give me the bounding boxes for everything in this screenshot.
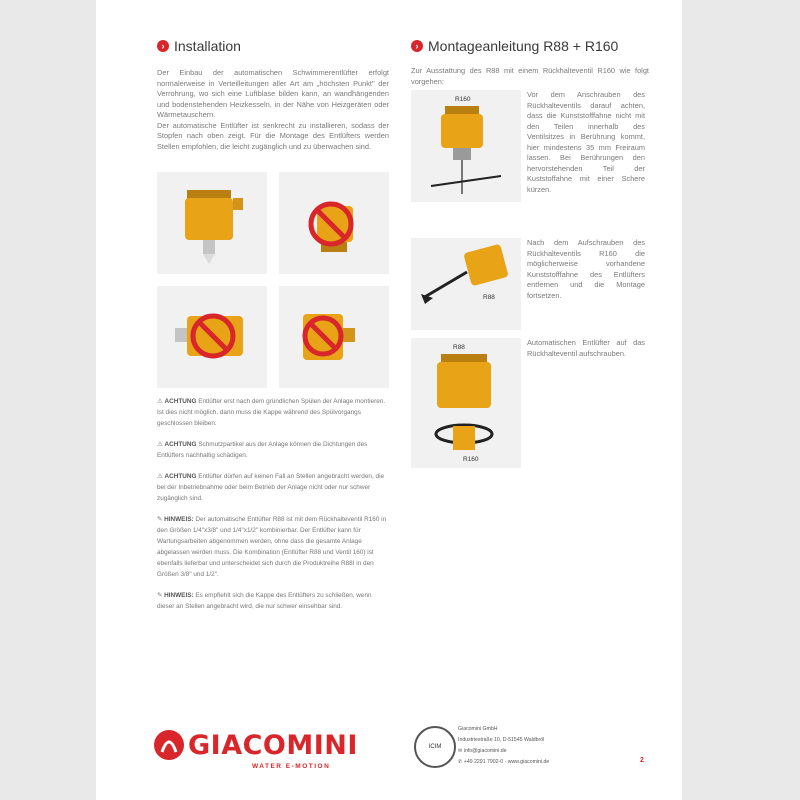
step1-image — [411, 90, 521, 202]
step3-text: Automatischen Entlüfter auf das Rückhalteventil aufschrauben. — [527, 338, 645, 358]
r160-label: R160 — [455, 96, 471, 103]
installation-intro: Der Einbau der automatischen Schwimmerentlüfter erfolgt normalerweise in Verteilleitungen aller Art am „höchsten Punkt" der Verrohrung, wo sich eine Luftblase bilden kann, an wandhängenden und bodenstehenden Heizkesseln, in der Nähe von Heizgeräten oder Wärmetauschern. Der automatische Entlüfter ist senkrecht zu installieren, sodass der Stopfen nach oben zeigt. Für die Montage des Entlüfters werden Stellen empfohlen, die leicht zugänglich und zu überwachen sind. — [157, 68, 389, 151]
brand-tagline: WATER E-MOTION — [252, 763, 331, 770]
assembly-section — [411, 36, 649, 87]
brand-name: GIACOMINI — [188, 730, 358, 761]
icim-certification-icon: ICIM — [414, 726, 456, 768]
page-number: 2 — [640, 757, 644, 764]
warning-icon: ⚠ — [157, 441, 165, 448]
valve-correct-image — [157, 172, 267, 274]
step2-text: Nach dem Aufschrauben des Rückhalteventils R160 die möglicherweise vorhandene Kunststofffahne des Entlüfters entfernen und die Montage fortsetzen. — [527, 238, 645, 300]
step3-image — [411, 338, 521, 468]
installation-image-grid — [157, 172, 389, 378]
chevron-right-icon: › — [157, 40, 169, 52]
warning-note-3: ⚠ ACHTUNG Entlüfter dürfen auf keinen Fall an Stellen angebracht werden, die bei der Inbetriebnahme oder beim Betrieb der Anlage nicht oder nur schwer zugänglich sind. — [157, 473, 385, 502]
hint-note-1: ✎ HINWEIS: Der automatische Entlüfter R88 ist mit dem Rückhalteventil R160 in den Größen 1/4"x3/8" und 1/4"x1/2" kombinierbar. Der Entlüfter kann für Wartungsarbeiten abgenommen werden, ohne dass die gesamte Anlage abgelassen werden muss. Die Kombination (Entlüfter R88 und Ventil 160) ist ebenfalls lieferbar und unterscheidet sich durch die Produktreihe R88I in den Größen 3/8" und 1/2". — [157, 516, 387, 578]
chevron-right-icon: › — [411, 40, 423, 52]
warning-icon: ⚠ — [157, 398, 165, 405]
warning-note-1: ⚠ ACHTUNG Entlüfter erst nach dem gründlichen Spülen der Anlage montieren. Ist dies nicht möglich, dann muss die Kappe während des Spülvorgangs geschlossen bleiben. — [157, 398, 386, 427]
company-address: Giacomini GmbH Industriestraße 10, D-51545 Waldbröl ✉ info@giacomini.de ✆ +49 2291 7902-0 · www.giacomini.de — [458, 726, 550, 765]
wrench-icon: ✎ — [157, 592, 165, 599]
phone-icon: ✆ — [458, 759, 464, 765]
wrench-icon: ✎ — [157, 516, 165, 523]
hint-note-2: ✎ HINWEIS: Es empfiehlt sich die Kappe des Entlüfters zu schließen, wenn dieser an Stellen angebracht wird, die nur schwer einsehbar sind. — [157, 592, 372, 610]
valve-wrong-image-1 — [279, 172, 389, 274]
warning-icon: ⚠ — [157, 473, 165, 480]
r160-label: R160 — [463, 456, 479, 463]
email-icon: ✉ — [458, 748, 464, 754]
step2-image — [411, 238, 521, 330]
valve-wrong-image-3 — [279, 286, 389, 388]
footer — [96, 716, 682, 776]
warning-note-2: ⚠ ACHTUNG Schmutzpartikel aus der Anlage können die Dichtungen des Entlüfters nachhaltig schädigen. — [157, 441, 368, 459]
r88-label: R88 — [453, 344, 465, 351]
r88-label: R88 — [483, 294, 495, 301]
step1-text: Vor dem Anschrauben des Rückhalteventils darauf achten, dass die Kunststofffahne nicht mit den Teilen innerhalb des Ventilsitzes in Berührung kommt, hier mindestens 35 mm Freiraum lassen. Bei Berührungen den hervorstehenden Teil der Kuststoffahne mit einer Schere kürzen. — [527, 90, 645, 194]
assembly-intro: Zur Ausstattung des R88 mit einem Rückhalteventil R160 wie folgt vorgehen: — [411, 66, 649, 86]
assembly-heading — [411, 36, 649, 56]
assembly-title: Montageanleitung R88 + R160 — [428, 38, 619, 54]
installation-title: Installation — [174, 38, 241, 54]
giacomini-logo-icon — [152, 728, 186, 762]
installation-heading — [157, 36, 389, 56]
valve-wrong-image-2 — [157, 286, 267, 388]
installation-section — [157, 36, 389, 152]
warnings-list — [157, 396, 389, 622]
